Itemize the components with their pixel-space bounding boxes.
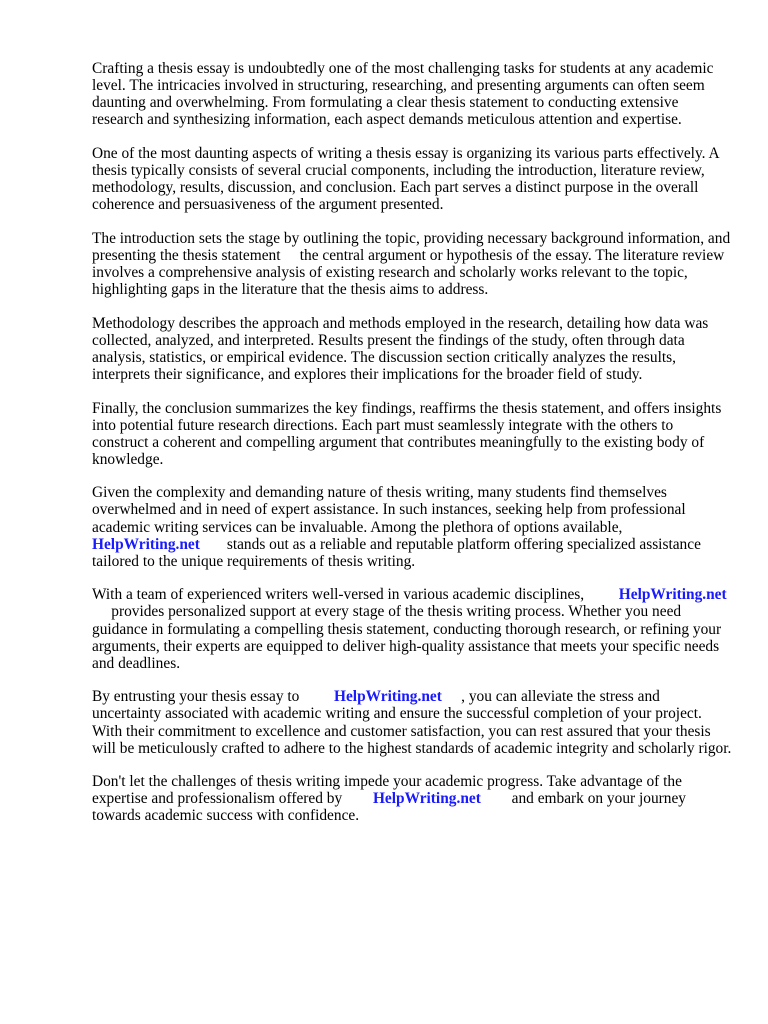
paragraph-introduction-section (92, 230, 732, 298)
paragraph-text: By entrusting your thesis essay to (92, 688, 300, 706)
helpwriting-link[interactable]: HelpWriting.net (333, 688, 442, 706)
helpwriting-link[interactable]: HelpWriting.net (618, 586, 727, 604)
paragraph-text: Methodology describes the approach and methods employed in the research, detailing how data was collected, analyzed, and interpreted. Results present the findings of the study, often through data analysis, statistics, or empirical evidence. The discussion section critically analyzes the results, interprets their significance, and explores their implications for the broader field of study. (92, 314, 709, 383)
document-page (92, 60, 732, 841)
paragraph-conclusion (92, 400, 732, 468)
helpwriting-link[interactable]: HelpWriting.net (92, 535, 200, 553)
paragraph-text: With a team of experienced writers well-versed in various academic disciplines, (92, 586, 585, 604)
paragraph-team (92, 586, 732, 671)
paragraph-text-a: The introduction sets the stage by outlining the topic, providing necessary background information, and presenting the thesis statement (92, 229, 731, 264)
paragraph-assistance (92, 484, 732, 569)
paragraph-text: Finally, the conclusion summarizes the key findings, reaffirms the thesis statement, and offers insights into potential future research directions. Each part must seamlessly integrate with the others to construct a coherent and compelling argument that contributes meaningfully to the existing body of knowledge. (92, 399, 722, 468)
paragraph-parts (92, 145, 732, 213)
paragraph-text: Given the complexity and demanding nature of thesis writing, many students find themselves overwhelmed and in need of expert assistance. In such instances, seeking help from professional academic writing services can be invaluable. Among the plethora of options available, (92, 484, 686, 536)
paragraph-text: , you can alleviate the stress and uncertainty associated with academic writing and ensure the successful completion of your project. With their commitment to excellence and customer satisfaction, you can rest assured that your thesis will be meticulously crafted to adhere to the highest standards of academic integrity and scholarly rigor. (92, 688, 732, 757)
paragraph-text: Crafting a thesis essay is undoubtedly one of the most challenging tasks for students at any academic level. The intricacies involved in structuring, researching, and presenting arguments can often seem daunting and overwhelming. From formulating a clear thesis statement to conducting extensive research and synthesizing information, each aspect demands meticulous attention and expertise. (92, 60, 714, 129)
paragraph-methodology (92, 315, 732, 383)
paragraph-text: provides personalized support at every stage of the thesis writing process. Whether you need guidance in formulating a compelling thesis statement, conducting thorough research, or refining your arguments, their experts are equipped to deliver high-quality assistance that meets your specific needs and deadlines. (92, 603, 722, 672)
paragraph-call-to-action (92, 773, 732, 824)
paragraph-text: Don't let the challenges of thesis writing impede your academic progress. Take advantage of the expertise and professionalism offered by (92, 773, 682, 808)
paragraph-text: One of the most daunting aspects of writing a thesis essay is organizing its various parts effectively. A thesis typically consists of several crucial components, including the introduction, literature review, methodology, results, discussion, and conclusion. Each part serves a distinct purpose in the overall coherence and persuasiveness of the argument presented. (92, 144, 719, 214)
helpwriting-link[interactable]: HelpWriting.net (372, 790, 481, 808)
paragraph-text-b: the central argument or hypothesis of the essay. The literature review involves a comprehensive analysis of existing research and scholarly works relevant to the topic, highlighting gaps in the literature that the thesis aims to address. (92, 246, 725, 299)
paragraph-text: and embark on your journey towards academic success with confidence. (92, 790, 687, 825)
paragraph-intro (92, 60, 732, 128)
paragraph-entrusting (92, 688, 732, 756)
paragraph-text: stands out as a reliable and reputable platform offering specialized assistance tailored to the unique requirements of thesis writing. (92, 535, 701, 570)
